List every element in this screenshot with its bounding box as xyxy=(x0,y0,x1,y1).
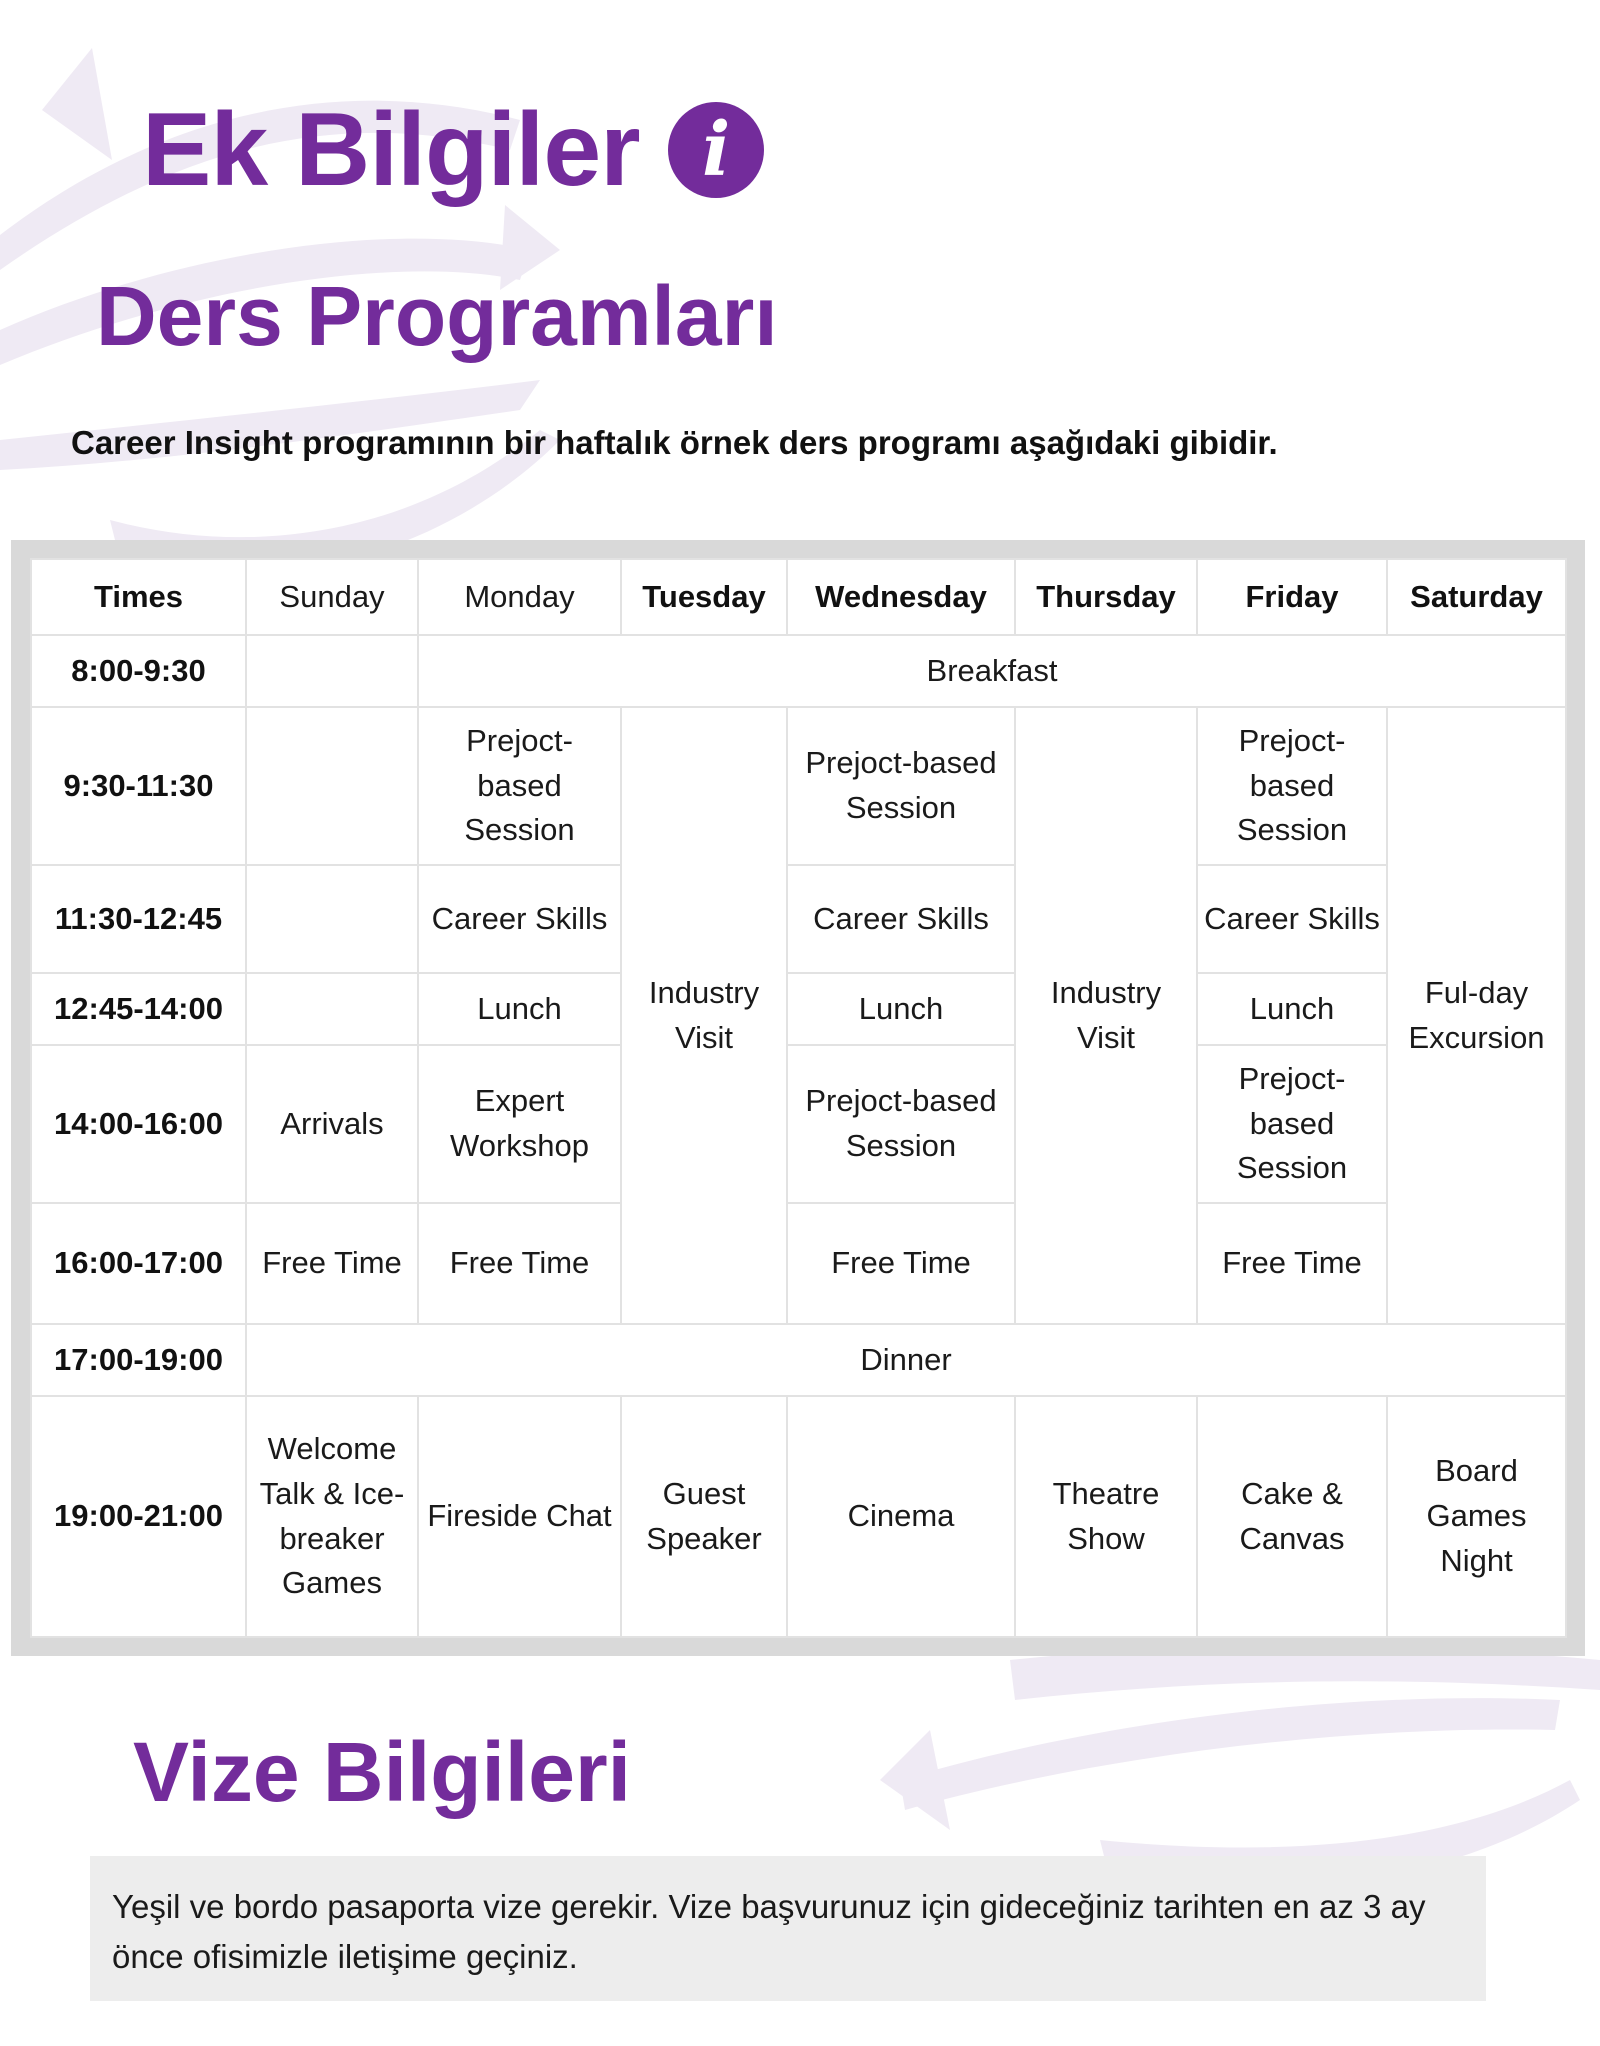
empty-cell xyxy=(246,865,418,973)
page-title-text: Ek Bilgiler xyxy=(142,92,640,208)
friday-lunch-cell: Lunch xyxy=(1197,973,1387,1045)
schedule-intro-text: Career Insight programının bir haftalık örnek ders programı aşağıdaki gibidir. xyxy=(71,424,1278,461)
friday-free-time-cell: Free Time xyxy=(1197,1203,1387,1324)
empty-cell xyxy=(246,707,418,865)
visa-info-text: Yeşil ve bordo pasaporta vize gerekir. Vize başvurunuz için gideceğiniz tarihten en az 3 ay önce ofisimizle iletişime geçiniz. xyxy=(112,1888,1426,1975)
monday-afternoon-cell: Expert Workshop xyxy=(418,1045,621,1203)
monday-evening-cell: Fireside Chat xyxy=(418,1396,621,1637)
table-row xyxy=(31,635,1566,707)
thursday-evening-cell: Theatre Show xyxy=(1015,1396,1197,1637)
table-row xyxy=(31,865,1566,973)
schedule-table-frame xyxy=(11,540,1585,1656)
friday-evening-cell: Cake & Canvas xyxy=(1197,1396,1387,1637)
time-cell: 14:00-16:00 xyxy=(31,1045,246,1203)
saturday-day-cell: Ful-day Excursion xyxy=(1387,707,1566,1324)
header-monday: Monday xyxy=(418,559,621,635)
table-row xyxy=(31,1396,1566,1637)
monday-free-time-cell: Free Time xyxy=(418,1203,621,1324)
time-cell: 9:30-11:30 xyxy=(31,707,246,865)
visa-info-box xyxy=(90,1856,1486,2001)
header-saturday: Saturday xyxy=(1387,559,1566,635)
wednesday-midday-cell: Career Skills xyxy=(787,865,1015,973)
dinner-cell: Dinner xyxy=(246,1324,1566,1396)
saturday-evening-cell: Board Games Night xyxy=(1387,1396,1566,1637)
header-tuesday: Tuesday xyxy=(621,559,787,635)
visa-heading: Vize Bilgileri xyxy=(133,1725,631,1819)
monday-lunch-cell: Lunch xyxy=(418,973,621,1045)
wednesday-lunch-cell: Lunch xyxy=(787,973,1015,1045)
friday-morning-cell: Prejoct-based Session xyxy=(1197,707,1387,865)
sunday-arrivals-cell: Arrivals xyxy=(246,1045,418,1203)
monday-midday-cell: Career Skills xyxy=(418,865,621,973)
time-cell: 19:00-21:00 xyxy=(31,1396,246,1637)
schedule-heading: Ders Programları xyxy=(96,269,778,363)
sunday-evening-cell: Welcome Talk & Ice-breaker Games xyxy=(246,1396,418,1637)
time-cell: 17:00-19:00 xyxy=(31,1324,246,1396)
time-cell: 16:00-17:00 xyxy=(31,1203,246,1324)
time-cell: 11:30-12:45 xyxy=(31,865,246,973)
breakfast-cell: Breakfast xyxy=(418,635,1566,707)
empty-cell xyxy=(246,973,418,1045)
table-row xyxy=(31,1203,1566,1324)
time-cell: 12:45-14:00 xyxy=(31,973,246,1045)
thursday-day-cell: Industry Visit xyxy=(1015,707,1197,1324)
monday-morning-cell: Prejoct-based Session xyxy=(418,707,621,865)
header-times: Times xyxy=(31,559,246,635)
header-friday: Friday xyxy=(1197,559,1387,635)
friday-midday-cell: Career Skills xyxy=(1197,865,1387,973)
table-row xyxy=(31,973,1566,1045)
schedule-table xyxy=(30,558,1567,1638)
header-thursday: Thursday xyxy=(1015,559,1197,635)
tuesday-day-cell: Industry Visit xyxy=(621,707,787,1324)
friday-afternoon-cell: Prejoct-based Session xyxy=(1197,1045,1387,1203)
table-row xyxy=(31,1045,1566,1203)
wednesday-afternoon-cell: Prejoct-based Session xyxy=(787,1045,1015,1203)
table-row xyxy=(31,707,1566,865)
table-row xyxy=(31,1324,1566,1396)
page-title xyxy=(142,92,764,208)
wednesday-free-time-cell: Free Time xyxy=(787,1203,1015,1324)
table-header-row xyxy=(31,559,1566,635)
sunday-free-time-cell: Free Time xyxy=(246,1203,418,1324)
tuesday-evening-cell: Guest Speaker xyxy=(621,1396,787,1637)
info-icon: i xyxy=(668,102,764,198)
empty-cell xyxy=(246,635,418,707)
header-sunday: Sunday xyxy=(246,559,418,635)
header-wednesday: Wednesday xyxy=(787,559,1015,635)
time-cell: 8:00-9:30 xyxy=(31,635,246,707)
wednesday-evening-cell: Cinema xyxy=(787,1396,1015,1637)
wednesday-morning-cell: Prejoct-based Session xyxy=(787,707,1015,865)
